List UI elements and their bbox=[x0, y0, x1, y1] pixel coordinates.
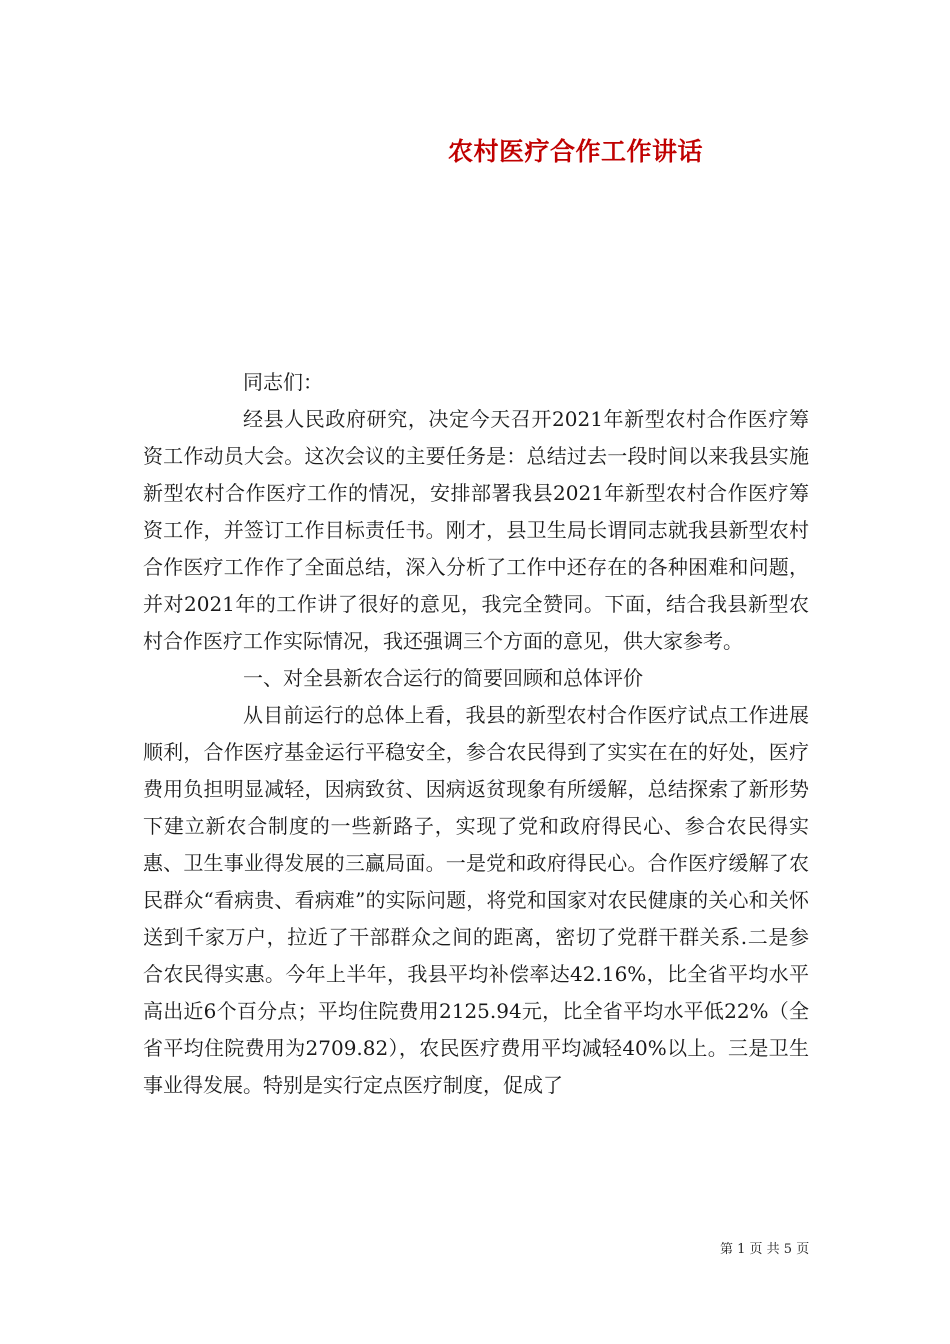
salutation: 同志们： bbox=[243, 370, 323, 394]
document-title: 农村医疗合作工作讲话 bbox=[448, 137, 704, 166]
paragraph-intro: 经县人民政府研究，决定今天召开2021年新型农村合作医疗筹资工作动员大会。这次会议的主要任务是：总结过去一段时间以来我县实施新型农村合作医疗工作的情况，安排部署我县2021年新型农村合作医疗筹资工作，并签订工作目标责任书。刚才，县卫生局长谓同志就我县新型农村合作医疗工作作了全面总结，深入分析了工作中还存在的各种困难和问题，并对2021年的工作讲了很好的意见，我完全赞同。下面，结合我县新型农村合作医疗工作实际情况，我还强调三个方面的意见，供大家参考。 bbox=[143, 407, 809, 653]
section-heading-1: 一、对全县新农合运行的简要回顾和总体评价 bbox=[243, 666, 643, 690]
document-body bbox=[143, 364, 809, 1104]
page-number: 第 1 页 共 5 页 bbox=[720, 1242, 810, 1257]
paragraph-review: 从目前运行的总体上看，我县的新型农村合作医疗试点工作进展顺利，合作医疗基金运行平稳安全，参合农民得到了实实在在的好处，医疗费用负担明显减轻，因病致贫、因病返贫现象有所缓解，总结探索了新形势下建立新农合制度的一些新路子，实现了党和政府得民心、参合农民得实惠、卫生事业得发展的三赢局面。一是党和政府得民心。合作医疗缓解了农民群众“看病贵、看病难”的实际问题，将党和国家对农民健康的关心和关怀送到千家万户，拉近了干部群众之间的距离，密切了党群干群关系.二是参合农民得实惠。今年上半年，我县平均补偿率达42.16%，比全省平均水平高出近6个百分点；平均住院费用2125.94元，比全省平均水平低22%（全省平均住院费用为2709.82），农民医疗费用平均减轻40%以上。三是卫生事业得发展。特别是实行定点医疗制度，促成了 bbox=[143, 703, 809, 1097]
